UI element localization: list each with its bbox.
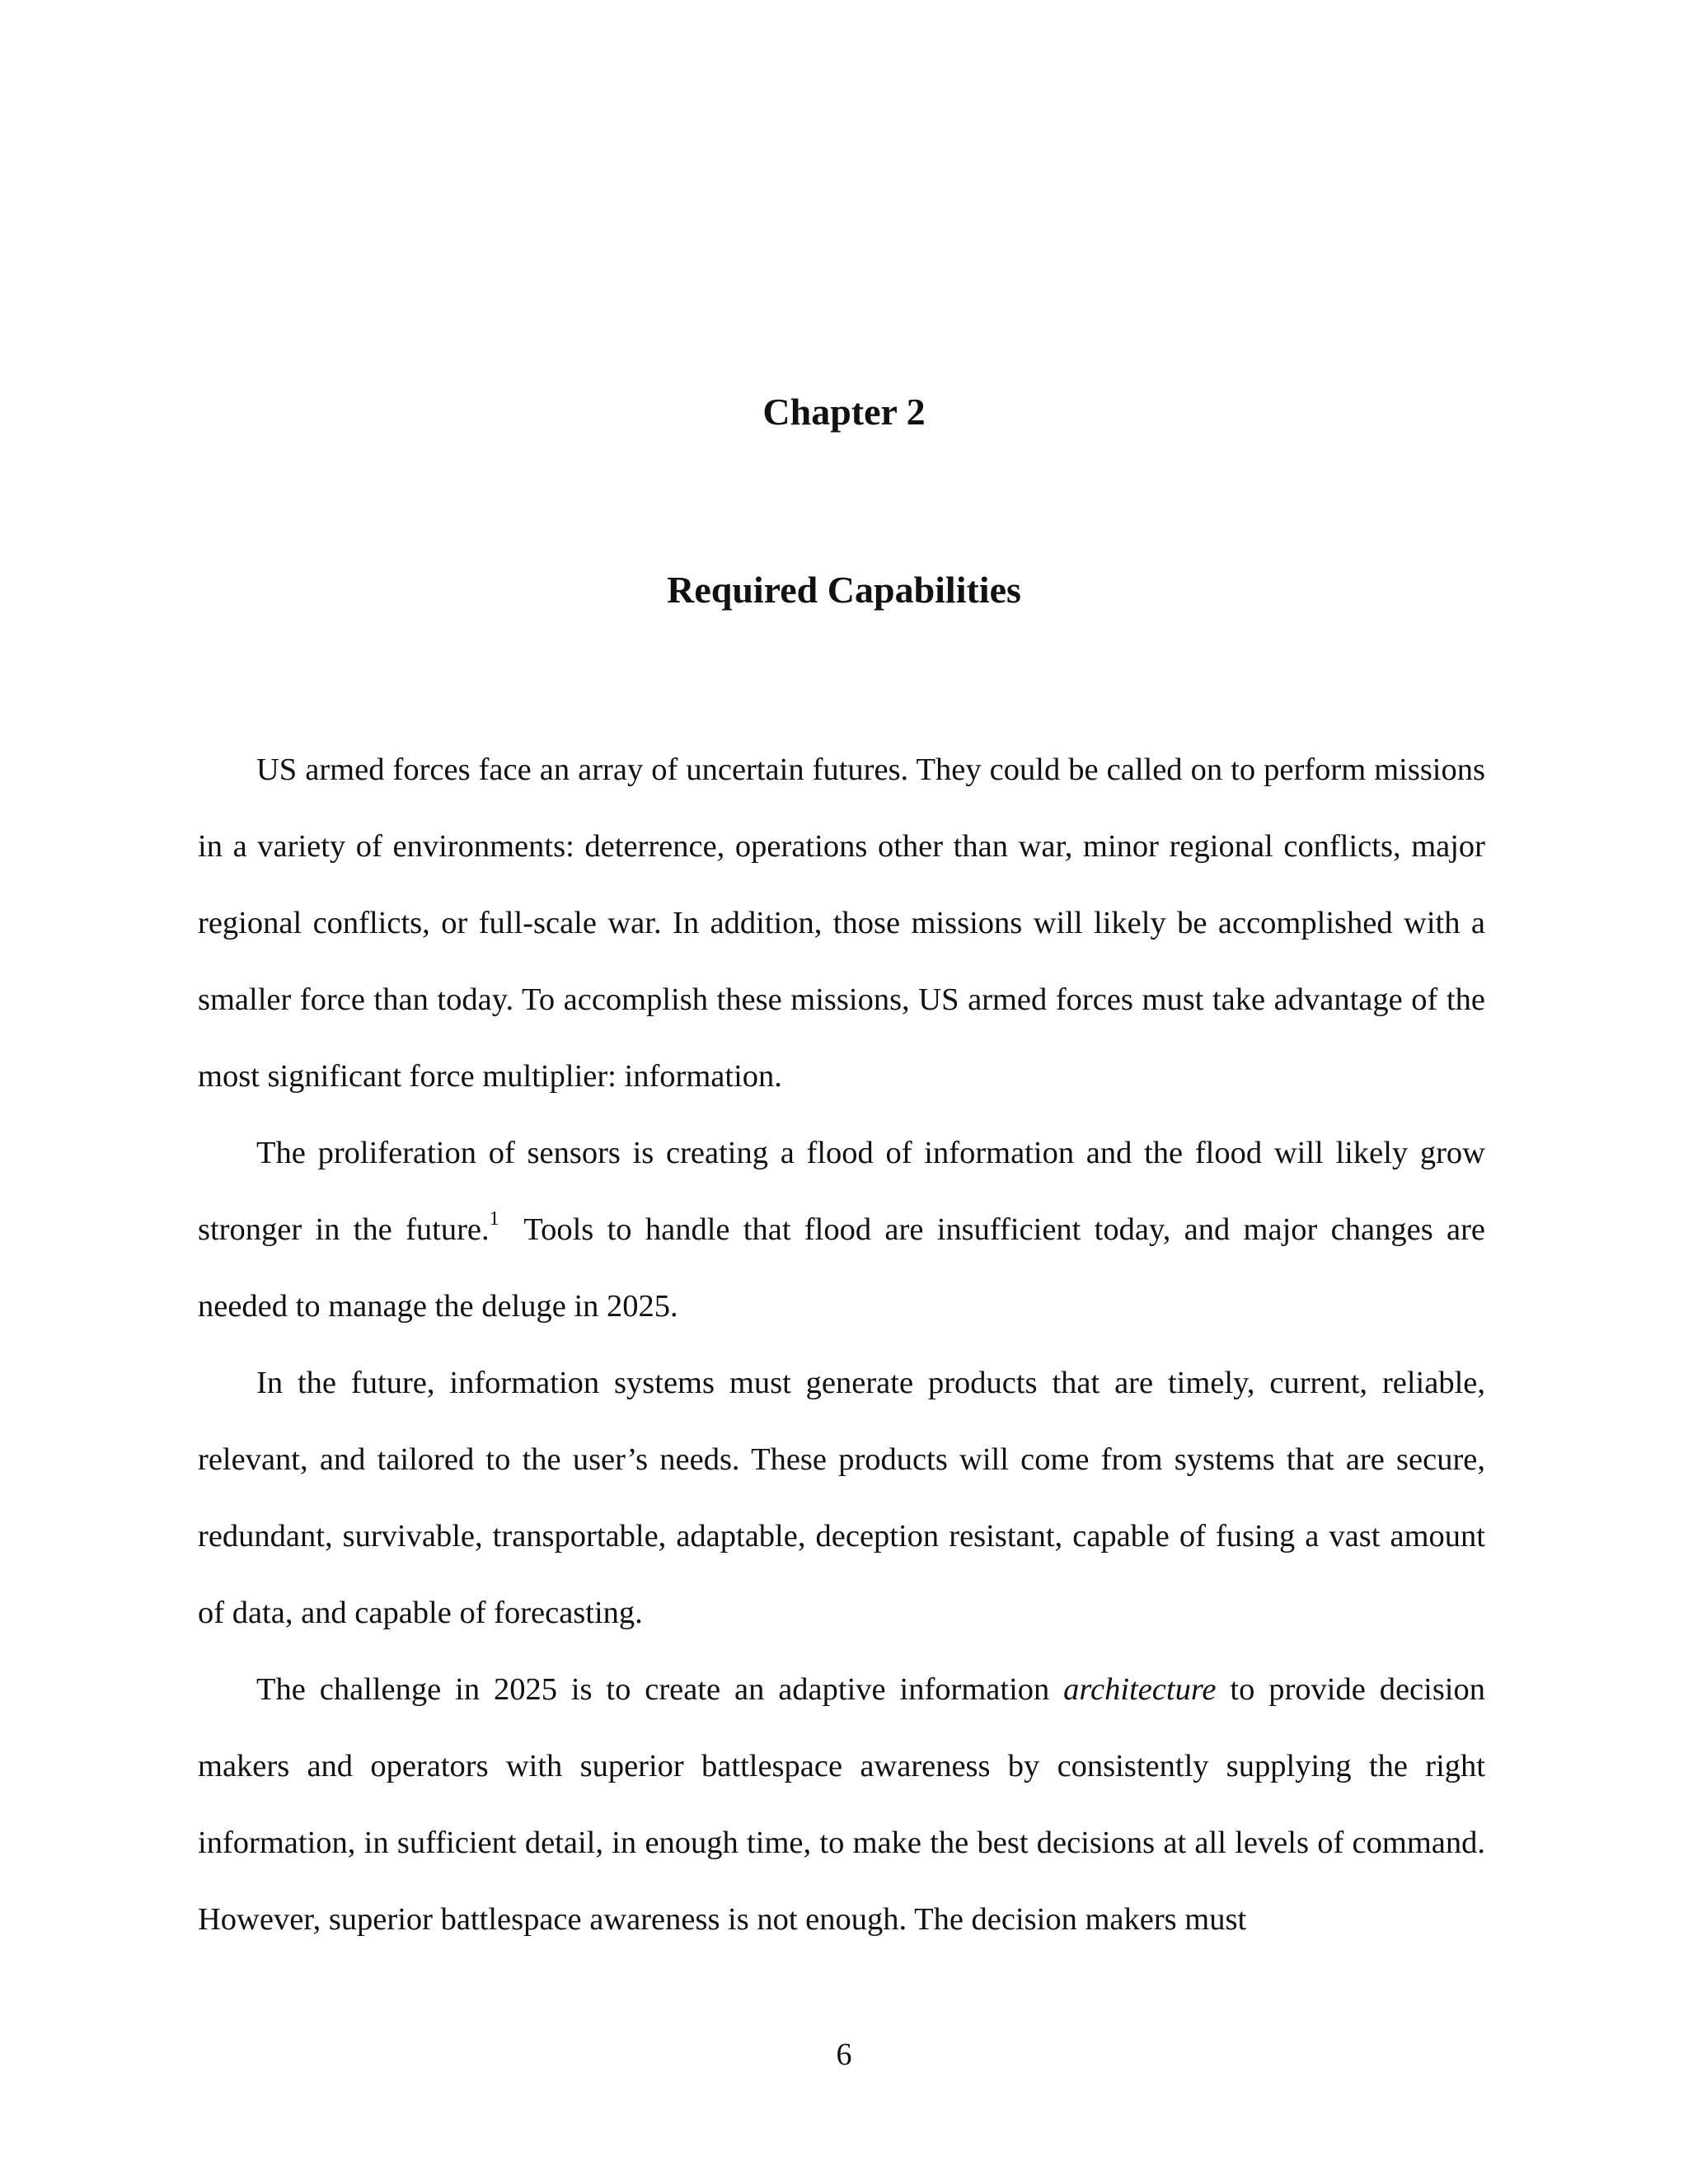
paragraph-2 xyxy=(198,1115,1485,1345)
paragraph-4-text-after-italic: to provide decision makers and operators with superior battlespace awareness by consistently supplying the right information, in sufficient detail, in enough time, to make the best decisions at all levels of command. However, superior battlespace awareness is not enough. The decision makers must xyxy=(198,1672,1485,1937)
paragraph-2-text-before-ref: The proliferation of sensors is creating a flood of information and the flood will likely grow stronger in the future. xyxy=(198,1136,1485,1247)
chapter-label: Chapter 2 xyxy=(762,391,926,433)
footnote-reference[interactable]: 1 xyxy=(489,1208,499,1230)
chapter-title: Required Capabilities xyxy=(667,569,1021,611)
paragraph-4-text-before-italic: The challenge in 2025 is to create an adaptive information xyxy=(256,1672,1064,1707)
body-text xyxy=(198,732,1485,1958)
page-number: 6 xyxy=(836,2037,852,2072)
paragraph-2-text-after-ref: Tools to handle that flood are insufficient today, and major changes are needed to manage the deluge in 2025. xyxy=(198,1212,1485,1324)
paragraph-3: In the future, information systems must generate products that are timely, current, reliable, relevant, and tailored to the user’s needs. These products will come from systems that are secure, redundant, survivable, transportable, adaptable, deception resistant, capable of fusing a vast amount of data, and capable of forecasting. xyxy=(198,1366,1485,1630)
paragraph-4 xyxy=(198,1652,1485,1958)
paragraph-1: US armed forces face an array of uncertain futures. They could be called on to perform missions in a variety of environments: deterrence, operations other than war, minor regional conflicts, major regional conflicts, or full-scale war. In addition, those missions will likely be accomplished with a smaller force than today. To accomplish these missions, US armed forces must take advantage of the most significant force multiplier: information. xyxy=(198,752,1485,1094)
italic-term: architecture xyxy=(1063,1672,1217,1707)
